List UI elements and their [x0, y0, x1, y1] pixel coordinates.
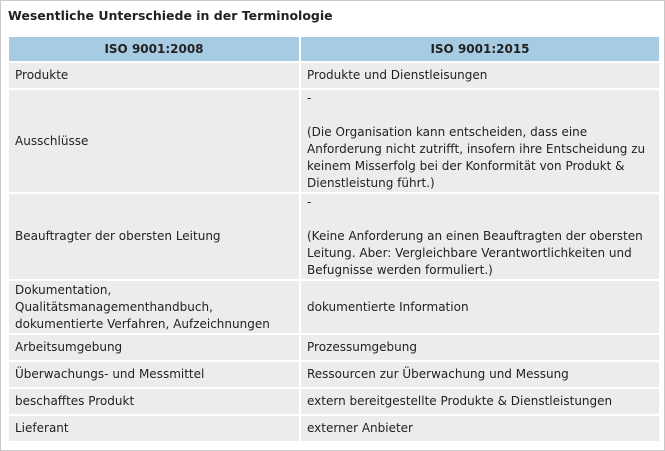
dash-marker: - [307, 195, 312, 209]
cell-iso-2015: Produkte und Dienstleisungen [301, 63, 659, 88]
cell-iso-2008: Produkte [9, 63, 299, 88]
cell-iso-2015: Prozessumgebung [301, 335, 659, 360]
table-row [9, 194, 659, 279]
table-header-row [9, 37, 659, 61]
cell-iso-2008: Dokumentation, Qualitätsmanagementhandbuch, dokumentierte Verfahren, Aufzeichnungen [9, 281, 299, 333]
cell-iso-2015 [301, 194, 659, 279]
cell-iso-2015-text: (Die Organisation kann entscheiden, dass eine Anforderung nicht zutrifft, insofern ihre Entscheidung zu keinem Misserfolg bei der Konformität von Produkt & Dienstleistung führt.) [307, 125, 646, 190]
table-row [9, 416, 659, 441]
table-row [9, 335, 659, 360]
column-header-iso-2015: ISO 9001:2015 [301, 37, 659, 61]
cell-iso-2015: Ressourcen zur Überwachung und Messung [301, 362, 659, 387]
cell-iso-2015: dokumentierte Information [301, 281, 659, 333]
dash-marker: - [307, 91, 312, 105]
cell-iso-2008: Lieferant [9, 416, 299, 441]
cell-iso-2008: Arbeitsumgebung [9, 335, 299, 360]
table-row [9, 389, 659, 414]
terminology-table [7, 35, 661, 443]
column-header-iso-2008: ISO 9001:2008 [9, 37, 299, 61]
cell-iso-2015: extern bereitgestellte Produkte & Dienstleistungen [301, 389, 659, 414]
cell-iso-2008: Überwachungs- und Messmittel [9, 362, 299, 387]
cell-iso-2008: Beauftragter der obersten Leitung [9, 194, 299, 279]
cell-iso-2015 [301, 90, 659, 192]
cell-iso-2008: beschafftes Produkt [9, 389, 299, 414]
cell-iso-2015: externer Anbieter [301, 416, 659, 441]
page-title: Wesentliche Unterschiede in der Terminologie [8, 8, 333, 23]
table-row [9, 281, 659, 333]
table-row [9, 362, 659, 387]
cell-iso-2008: Ausschlüsse [9, 90, 299, 192]
cell-iso-2015-text: (Keine Anforderung an einen Beauftragten der obersten Leitung. Aber: Vergleichbare Verantwortlichkeiten und Befugnisse werden formuliert.) [307, 229, 643, 277]
table-row [9, 63, 659, 88]
table-row [9, 90, 659, 192]
